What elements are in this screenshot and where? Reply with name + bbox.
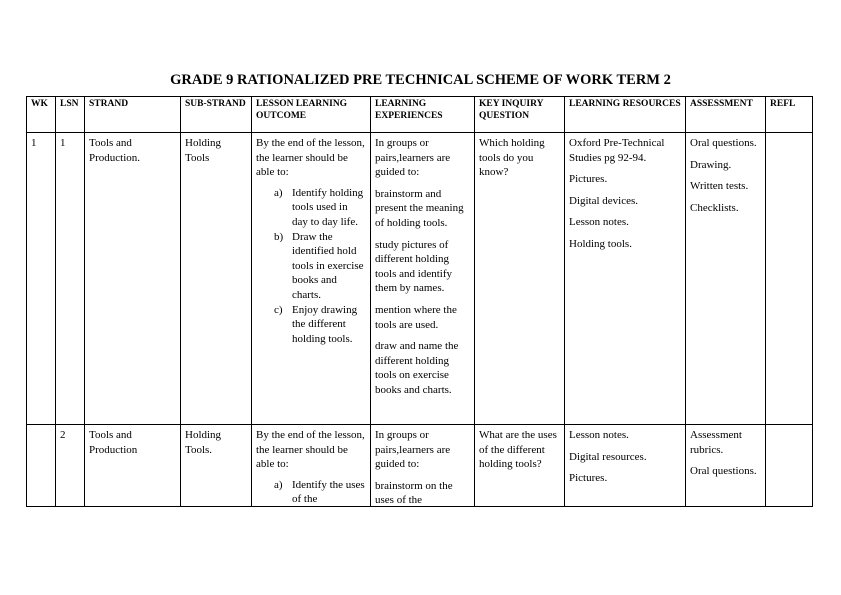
resource-item: Lesson notes. bbox=[569, 216, 629, 229]
outcome-intro: By the end of the lesson, the learner should be able to: bbox=[256, 137, 365, 179]
outcome-item bbox=[274, 303, 366, 347]
header-sub-strand: SUB-STRAND bbox=[181, 97, 252, 133]
header-resources: LEARNING RESOURCES bbox=[565, 97, 686, 133]
cell-strand: Tools and Production bbox=[85, 425, 181, 507]
cell-inquiry: Which holding tools do you know? bbox=[475, 133, 565, 425]
header-wk: WK bbox=[27, 97, 56, 133]
cell-resources bbox=[565, 133, 686, 425]
outcome-marker: c) bbox=[274, 303, 283, 316]
header-outcome: LESSON LEARNING OUTCOME bbox=[252, 97, 371, 133]
cell-experiences bbox=[371, 133, 475, 425]
experience-item: brainstorm on the uses of the bbox=[375, 479, 453, 504]
cell-sub-strand: Holding Tools. bbox=[181, 425, 252, 507]
experience-item: study pictures of different holding tools and identify them by names. bbox=[375, 238, 452, 295]
outcome-marker: a) bbox=[274, 478, 283, 491]
cell-resources bbox=[565, 425, 686, 507]
assessment-item: Assessment rubrics. bbox=[690, 429, 742, 456]
cell-lsn: 1 bbox=[56, 133, 85, 425]
experience-item: In groups or pairs,learners are guided to: bbox=[375, 137, 451, 179]
resource-item: Digital devices. bbox=[569, 194, 639, 207]
assessment-item: Oral questions. bbox=[690, 465, 757, 478]
cell-experiences bbox=[371, 425, 475, 507]
assessment-item: Oral questions. bbox=[690, 137, 757, 149]
outcome-text: Identify holding tools used in day to day life. bbox=[292, 186, 364, 228]
cell-wk: 1 bbox=[27, 133, 56, 425]
cell-outcome bbox=[252, 425, 371, 507]
table-row bbox=[27, 425, 813, 507]
outcome-text: Identify the uses of the bbox=[292, 478, 365, 504]
cell-sub-strand: Holding Tools bbox=[181, 133, 252, 425]
cell-refl bbox=[766, 425, 813, 507]
outcome-text: Enjoy drawing the different holding tools. bbox=[292, 303, 358, 345]
header-refl: REFL bbox=[766, 97, 813, 133]
outcome-text: Draw the identified hold tools in exercise books and charts. bbox=[292, 230, 364, 301]
experience-item: draw and name the different holding tools on exercise books and charts. bbox=[375, 340, 459, 396]
cell-lsn: 2 bbox=[56, 425, 85, 507]
assessment-item: Written tests. bbox=[690, 180, 749, 193]
outcome-list bbox=[256, 478, 366, 504]
outcome-list bbox=[256, 186, 366, 347]
cell-assessment bbox=[686, 425, 766, 507]
cell-inquiry: What are the uses of the different holding tools? bbox=[475, 425, 565, 507]
header-row bbox=[27, 97, 813, 133]
assessment-item: Checklists. bbox=[690, 201, 739, 214]
resource-item: Oxford Pre-Technical Studies pg 92-94. bbox=[569, 137, 665, 164]
header-inquiry: KEY INQUIRY QUESTION bbox=[475, 97, 565, 133]
table-row bbox=[27, 133, 813, 425]
cell-outcome bbox=[252, 133, 371, 425]
resource-item: Lesson notes. bbox=[569, 429, 629, 441]
header-experiences: LEARNING EXPERIENCES bbox=[371, 97, 475, 133]
assessment-item: Drawing. bbox=[690, 158, 732, 171]
resource-item: Holding tools. bbox=[569, 237, 632, 250]
document-title: GRADE 9 RATIONALIZED PRE TECHNICAL SCHEME OF WORK TERM 2 bbox=[170, 72, 671, 88]
resource-item: Pictures. bbox=[569, 173, 608, 186]
resource-item: Pictures. bbox=[569, 472, 608, 485]
experience-item: In groups or pairs,learners are guided to: bbox=[375, 429, 451, 471]
outcome-marker: a) bbox=[274, 186, 283, 199]
header-strand: STRAND bbox=[85, 97, 181, 133]
experience-item: mention where the tools are used. bbox=[375, 303, 457, 331]
header-assessment: ASSESSMENT bbox=[686, 97, 766, 133]
resource-item: Digital resources. bbox=[569, 450, 647, 463]
outcome-intro: By the end of the lesson, the learner should be able to: bbox=[256, 429, 365, 471]
cell-assessment bbox=[686, 133, 766, 425]
cell-strand: Tools and Production. bbox=[85, 133, 181, 425]
outcome-item bbox=[274, 230, 366, 303]
cell-refl bbox=[766, 133, 813, 425]
scheme-of-work-table bbox=[26, 96, 813, 507]
experience-item: brainstorm and present the meaning of holding tools. bbox=[375, 187, 464, 229]
outcome-item bbox=[274, 478, 366, 504]
outcome-marker: b) bbox=[274, 230, 284, 243]
header-lsn: LSN bbox=[56, 97, 85, 133]
cell-wk bbox=[27, 425, 56, 507]
outcome-item bbox=[274, 186, 366, 230]
